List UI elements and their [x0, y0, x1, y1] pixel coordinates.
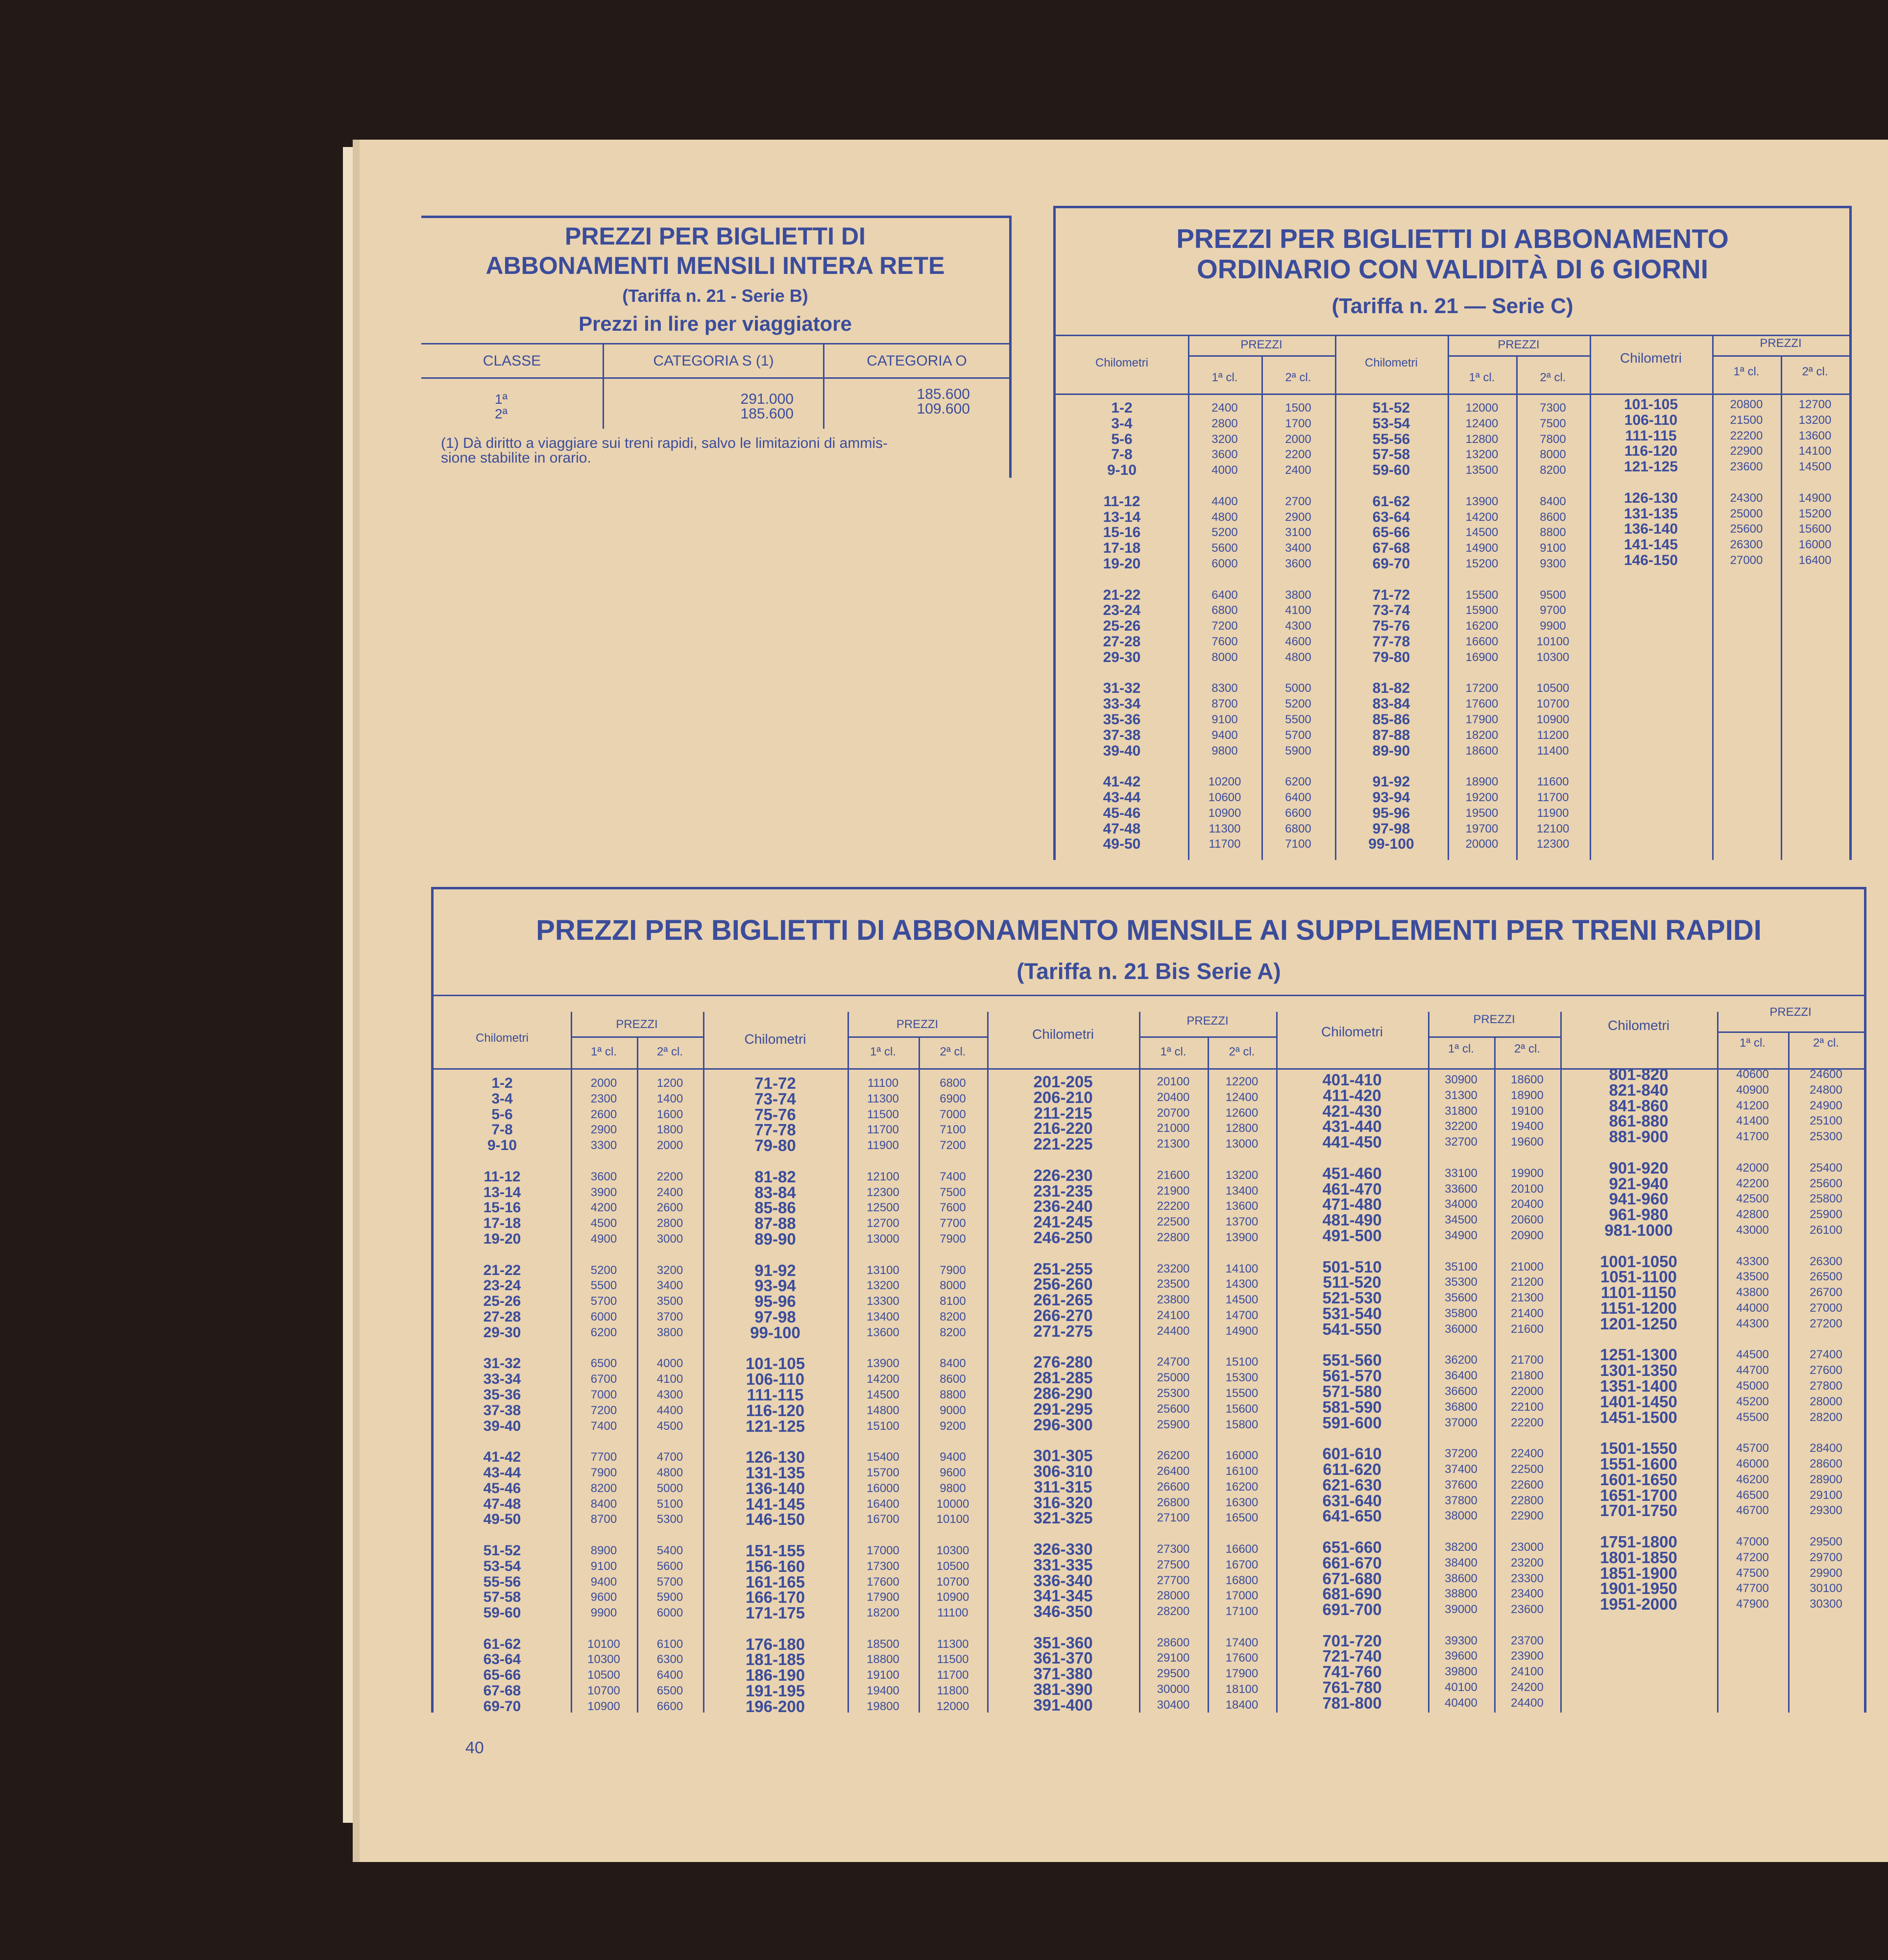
- table-b-classes: 1ª 2ª: [495, 392, 508, 421]
- divider: [421, 343, 1009, 344]
- divider: [1448, 355, 1590, 357]
- table-a-header-km: Chilometri: [475, 1031, 529, 1045]
- table-c-tariff: (Tariffa n. 21 — Serie C): [1331, 294, 1573, 318]
- table-a-header-prezzi: PREZZI: [1769, 1005, 1812, 1019]
- table-a-km-col-5: 801-820 821-840 841-860 861-880 881-900 901-920 921-940 941-960 961-980 981-1000 1001-1050 1051-1100 1101-1150 1151-1200 1201-1250 1251-1300 1301-1350 1351-1400 1401-1450 1451-1500 1501-1550 1551-1600 1601-1650 1651-1700 1701-1750 1751-1800 1801-1850 1851-1900 1901-1950 1951-2000: [1600, 1065, 1677, 1614]
- divider: [1056, 335, 1849, 336]
- table-a-2cl-col-1: 1200 1400 1600 1800 2000 2200 2400 2600 2800 3000 3200 3400 3500 3700 3800 4000 4100 4300 4400 4500 4700 4800 5000 5100 5300 5400 5600 5700 5900 6000 6100 6300 6400 6500 6600: [656, 1077, 683, 1713]
- table-a-header-prezzi: PREZZI: [896, 1018, 939, 1031]
- table-b-tariff: (Tariffa n. 21 - Serie B): [622, 286, 808, 306]
- table-a-2cl-col-3: 12200 12400 12600 12800 13000 13200 13400 13600 13700 13900 14100 14300 14500 14700 14900 15100 15300 15500 15600 15800 16000 16100 16200 16300 16500 16600 16700 16800 17000 17100 17400 17600 17900 18100 18400: [1225, 1075, 1259, 1712]
- table-a-header-2cl: 2ª cl.: [1514, 1042, 1540, 1055]
- divider: [847, 1036, 987, 1038]
- table-c-2cl-col-3: 12700 13200 13600 14100 14500 14900 15200 15600 16000 16400: [1798, 398, 1832, 567]
- table-a-2cl-col-5: 24600 24800 24900 25100 25300 25400 25600 25800 25900 26100 26300 26500 26700 27000 27200 27400 27600 27800 28000 28200 28400 28600 28900 29100 29300 29500 29700 29900 30100 30300: [1810, 1068, 1842, 1611]
- table-a-header-2cl: 2ª cl.: [1229, 1045, 1255, 1058]
- table-b-title-line2: ABBONAMENTI MENSILI INTERA RETE: [485, 252, 945, 279]
- table-b-header-cat-o: CATEGORIA O: [867, 353, 967, 369]
- divider: [1717, 1031, 1864, 1033]
- table-a-1cl-col-5: 40600 40900 41200 41400 41700 42000 42200 42500 42800 43000 43300 43500 43800 44000 44300 44500 44700 45000 45200 45500 45700 46000 46200 46500 46700 47000 47200 47500 47700 47900: [1736, 1068, 1769, 1611]
- table-c-1cl-col-2: 12000 12400 12800 13200 13500 13900 14200 14500 14900 15200 15500 15900 16200 16600 16900 17200 17600 17900 18200 18600 18900 19200 19500 19700 20000: [1465, 401, 1499, 851]
- table-c-title-line2: ORDINARIO CON VALIDITÀ DI 6 GIORNI: [1196, 254, 1708, 284]
- divider: [1056, 393, 1849, 395]
- table-c-title-line1: PREZZI PER BIGLIETTI DI ABBONAMENTO: [1176, 223, 1729, 254]
- table-c-header-prezzi: PREZZI: [1760, 337, 1802, 350]
- divider: [421, 377, 1009, 379]
- divider: [1139, 1036, 1276, 1038]
- table-a-header-km: Chilometri: [1321, 1024, 1383, 1039]
- divider: [1712, 355, 1849, 357]
- table-b-cat-s-values: 291.000 185.600: [740, 391, 794, 422]
- table-a-km-col-3: 201-205 206-210 211-215 216-220 221-225 226-230 231-235 236-240 241-245 246-250 251-255 256-260 261-265 266-270 271-275 276-280 281-285 286-290 291-295 296-300 301-305 306-310 311-315 316-320 321-325 326-330 331-335 336-340 341-345 346-350 351-360 361-370 371-380 381-390 391-400: [1033, 1073, 1093, 1714]
- table-c-1cl-col-1: 2400 2800 3200 3600 4000 4400 4800 5200 5600 6000 6400 6800 7200 7600 8000 8300 8700 9100 9400 9800 10200 10600 10900 11300 11700: [1208, 401, 1241, 851]
- table-a-header-2cl: 2ª cl.: [1813, 1036, 1839, 1050]
- table-c-header-1cl: 1ª cl.: [1469, 371, 1495, 384]
- divider: [571, 1036, 703, 1038]
- table-a-title: PREZZI PER BIGLIETTI DI ABBONAMENTO MENSILE AI SUPPLEMENTI PER TRENI RAPIDI: [536, 914, 1762, 946]
- table-b-header-cat-s: CATEGORIA S (1): [653, 353, 774, 369]
- table-b-title-line1: PREZZI PER BIGLIETTI DI: [565, 222, 866, 250]
- table-a-header-km: Chilometri: [1607, 1018, 1670, 1033]
- table-c-header-1cl: 1ª cl.: [1733, 365, 1760, 378]
- table-a-header-2cl: 2ª cl.: [940, 1045, 966, 1058]
- table-c-header-km: Chilometri: [1095, 356, 1149, 369]
- table-b-header-classe: CLASSE: [483, 353, 541, 369]
- table-c-header-2cl: 2ª cl.: [1802, 365, 1828, 378]
- table-c-header-1cl: 1ª cl.: [1211, 371, 1238, 384]
- table-c-header-km: Chilometri: [1620, 350, 1682, 366]
- table-a-header-km: Chilometri: [744, 1031, 806, 1047]
- table-a-1cl-col-4: 30900 31300 31800 32200 32700 33100 33600 34000 34500 34900 35100 35300 35600 35800 36000 36200 36400 36600 36800 37000 37200 37400 37600 37800 38000 38200 38400 38600 38800 39000 39300 39600 39800 40100 40400: [1445, 1073, 1477, 1710]
- table-c-header-km: Chilometri: [1364, 356, 1418, 369]
- table-a-header-1cl: 1ª cl.: [591, 1045, 617, 1058]
- table-a-header-2cl: 2ª cl.: [657, 1045, 683, 1058]
- table-a-header-prezzi: PREZZI: [1186, 1014, 1229, 1028]
- table-a-km-col-1: 1-2 3-4 5-6 7-8 9-10 11-12 13-14 15-16 17-18 19-20 21-22 23-24 25-26 27-28 29-30 31-32 33-34 35-36 37-38 39-40 41-42 43-44 45-46 47-48 49-50 51-52 53-54 55-56 57-58 59-60 61-62 63-64 65-66 67-68 69-70: [483, 1075, 521, 1715]
- table-a-km-col-2: 71-72 73-74 75-76 77-78 79-80 81-82 83-84 85-86 87-88 89-90 91-92 93-94 95-96 97-98 99-100 101-105 106-110 111-115 116-120 121-125 126-130 131-135 136-140 141-145 146-150 151-155 156-160 161-165 166-170 171-175 176-180 181-185 186-190 191-195 196-200: [745, 1074, 805, 1715]
- table-c-header-prezzi: PREZZI: [1498, 338, 1540, 351]
- table-c-1cl-col-3: 20800 21500 22200 22900 23600 24300 25000 25600 26300 27000: [1730, 398, 1763, 567]
- table-c-header-2cl: 2ª cl.: [1285, 371, 1311, 384]
- table-a-header-1cl: 1ª cl.: [870, 1045, 896, 1058]
- table-b-cat-o-values: 185.600 109.600: [917, 386, 970, 417]
- table-serie-c: [1053, 206, 1852, 860]
- table-a-header-prezzi: PREZZI: [616, 1018, 658, 1031]
- divider: [1428, 1036, 1560, 1038]
- table-a-km-col-4: 401-410 411-420 421-430 431-440 441-450 451-460 461-470 471-480 481-490 491-500 501-510 511-520 521-530 531-540 541-550 551-560 561-570 571-580 581-590 591-600 601-610 611-620 621-630 631-640 641-650 651-660 661-670 671-680 681-690 691-700 701-720 721-740 741-760 761-780 781-800: [1322, 1071, 1382, 1712]
- table-a-2cl-col-4: 18600 18900 19100 19400 19600 19900 20100 20400 20600 20900 21000 21200 21300 21400 21600 21700 21800 22000 22100 22200 22400 22500 22600 22800 22900 23000 23200 23300 23400 23600 23700 23900 24100 24200 24400: [1511, 1073, 1544, 1710]
- table-a-1cl-col-2: 11100 11300 11500 11700 11900 12100 12300 12500 12700 13000 13100 13200 13300 13400 13600 13900 14200 14500 14800 15100 15400 15700 16000 16400 16700 17000 17300 17600 17900 18200 18500 18800 19100 19400 19800: [867, 1077, 899, 1713]
- table-a-header-prezzi: PREZZI: [1473, 1013, 1515, 1026]
- divider: [434, 995, 1864, 996]
- table-a-2cl-col-2: 6800 6900 7000 7100 7200 7400 7500 7600 7700 7900 7900 8000 8100 8200 8200 8400 8600 8800 9000 9200 9400 9600 9800 10000 10100 10300 10500 10700 10900 11100 11300 11500 11700 11800 12000: [936, 1077, 969, 1713]
- table-c-2cl-col-1: 1500 1700 2000 2200 2400 2700 2900 3100 3400 3600 3800 4100 4300 4600 4800 5000 5200 5500 5700 5900 6200 6400 6600 6800 7100: [1285, 401, 1311, 851]
- table-c-2cl-col-2: 7300 7500 7800 8000 8200 8400 8600 8800 9100 9300 9500 9700 9900 10100 10300 10500 10700 10900 11200 11400 11600 11700 11900 12100 12300: [1536, 401, 1570, 851]
- table-a-1cl-col-1: 2000 2300 2600 2900 3300 3600 3900 4200 4500 4900 5200 5500 5700 6000 6200 6500 6700 7000 7200 7400 7700 7900 8200 8400 8700 8900 9100 9400 9600 9900 10100 10300 10500 10700 10900: [587, 1077, 620, 1713]
- table-a-header-km: Chilometri: [1032, 1027, 1094, 1042]
- table-a-header-1cl: 1ª cl.: [1740, 1036, 1766, 1050]
- table-serie-a: [431, 887, 1866, 1713]
- table-a-tariff: (Tariffa n. 21 Bis Serie A): [1017, 958, 1281, 984]
- table-serie-b: [421, 216, 1012, 478]
- table-b-footnote: (1) Dà diritto a viaggiare sui treni rapidi, salvo le limitazioni di ammis- sione stabilite in orario.: [441, 435, 888, 466]
- table-c-header-prezzi: PREZZI: [1240, 338, 1283, 351]
- table-c-km-col-3: 101-105 106-110 111-115 116-120 121-125 126-130 131-135 136-140 141-145 146-150: [1623, 396, 1678, 568]
- page-number: 40: [465, 1739, 484, 1757]
- table-c-km-col-2: 51-52 53-54 55-56 57-58 59-60 61-62 63-64 65-66 67-68 69-70 71-72 73-74 75-76 77-78 79-80 81-82 83-84 85-86 87-88 89-90 91-92 93-94 95-96 97-98 99-100: [1368, 400, 1414, 853]
- table-a-header-1cl: 1ª cl.: [1448, 1042, 1474, 1055]
- table-a-1cl-col-3: 20100 20400 20700 21000 21300 21600 21900 22200 22500 22800 23200 23500 23800 24100 24400 24700 25000 25300 25600 25900 26200 26400 26600 26800 27100 27300 27500 27700 28000 28200 28600 29100 29500 30000 30400: [1157, 1075, 1190, 1712]
- table-c-header-2cl: 2ª cl.: [1540, 371, 1566, 384]
- divider: [1188, 355, 1335, 357]
- table-b-subtitle: Prezzi in lire per viaggiatore: [579, 312, 852, 335]
- table-c-km-col-1: 1-2 3-4 5-6 7-8 9-10 11-12 13-14 15-16 17-18 19-20 21-22 23-24 25-26 27-28 29-30 31-32 33-34 35-36 37-38 39-40 41-42 43-44 45-46 47-48 49-50: [1103, 400, 1141, 853]
- table-a-header-1cl: 1ª cl.: [1160, 1045, 1186, 1058]
